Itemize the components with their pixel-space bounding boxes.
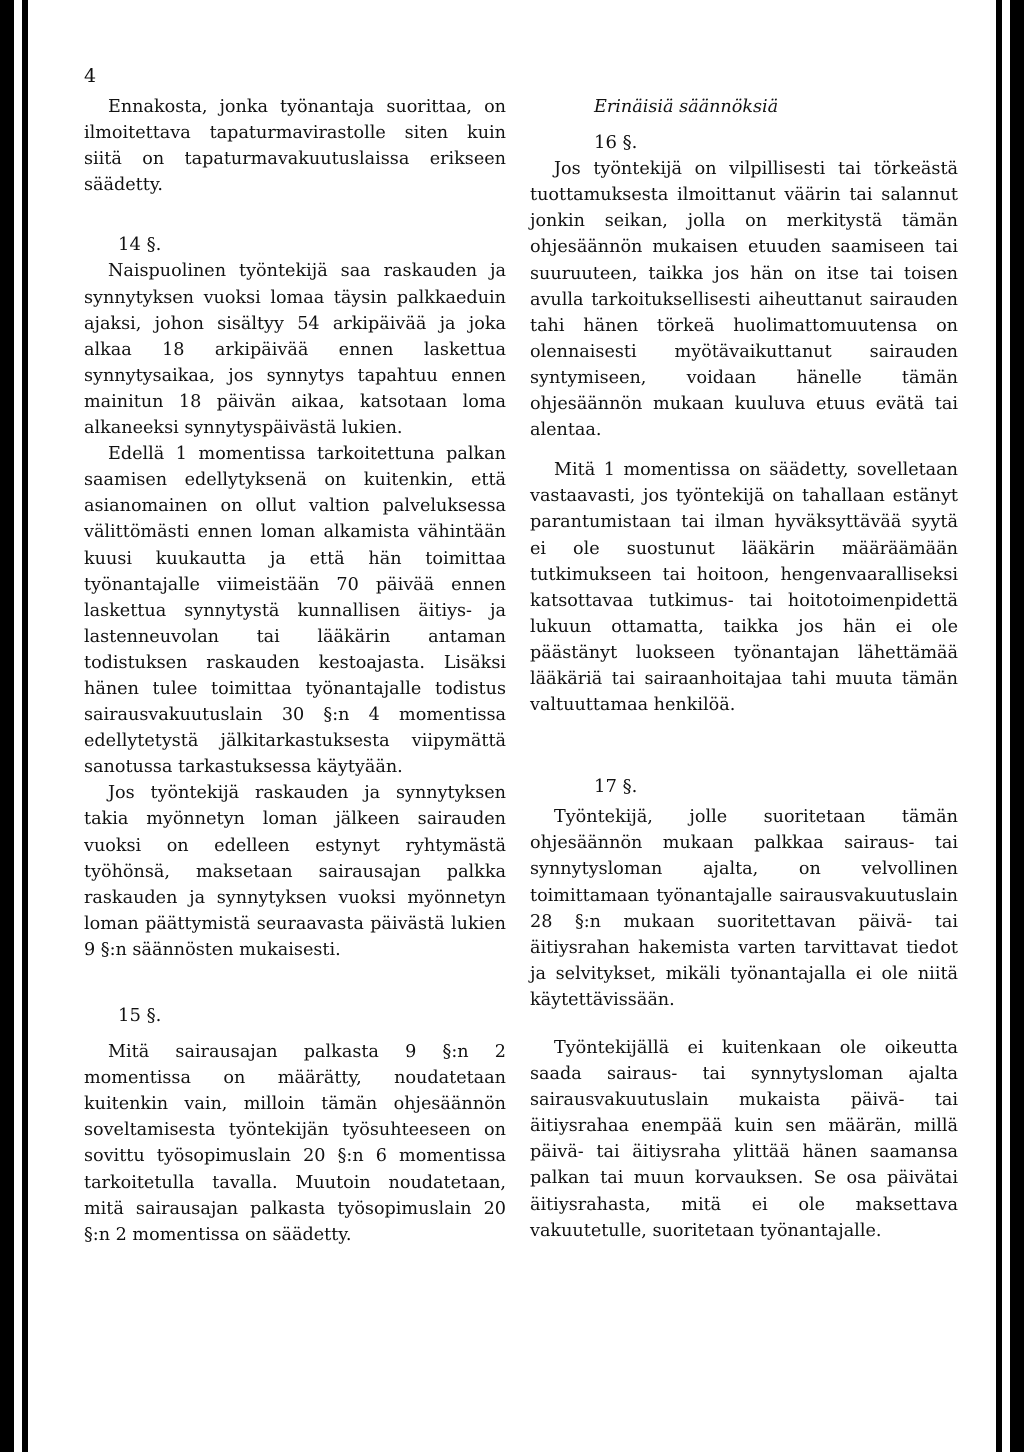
paragraph-17-1: Työntekijä, jolle suoritetaan tämän ohjesäännön mukaan palkkaa sairaus- tai synnytysloman ajalta, on velvollinen toimittamaan työnantajalle sairausvakuutuslain 28 §:n mukaan suoritettavan päivä- tai äitiysrahan hakemista varten tarvittavat tiedot ja selvitykset, mikäli työnantajalla ei ole niitä käytettävissään.	[530, 807, 958, 1010]
paragraph-14-2: Edellä 1 momentissa tarkoitettuna palkan saamisen edellytyksenä on kuitenkin, että asianomainen on ollut valtion palveluksessa välittömästi ennen loman alkamista vähintään kuusi kuukautta ja että hän toimittaa työnantajalle viimeistään 70 päivää ennen laskettua synnytystä kunnallisen äitiys- ja lastenneuvolan tai lääkärin antaman todistuksen raskauden kestoajasta. Lisäksi hänen tulee toimittaa työnantajalle todistus sairausvakuutuslain 30 §:n 4 momentissa edellytetystä jälkitarkastuksesta viipymättä sanotussa tarkastuksessa käytyään.	[84, 444, 506, 778]
scan-border-left	[0, 0, 14, 1452]
paragraph-16-2: Mitä 1 momentissa on säädetty, sovelletaan vastaavasti, jos työntekijä on tahallaan estänyt parantumistaan tai ilman hyväksyttävää syytä ei ole suostunut lääkärin määräämään tutkimukseen tai hoitoon, hengenvaaralliseksi katsottavaa tutkimus- tai hoitotoimenpidettä lukuun ottamatta, taikka jos hän ei ole päästänyt luokseen työnantajan lähettämää lääkäriä tai sairaanhoitajaa tahi muuta tämän valtuuttamaa henkilöä.	[530, 460, 958, 716]
paragraph-14-1: Naispuolinen työntekijä saa raskauden ja synnytyksen vuoksi lomaa täysin palkkaeduin ajaksi, johon sisältyy 54 arkipäivää ja joka alkaa 18 arkipäivää ennen laskettua synnytysaikaa, jos synnytys tapahtuu ennen mainitun 18 päivän aikaa, katsotaan loma alkaneeksi synnytyspäivästä lukien.	[84, 261, 506, 439]
paragraph-14-3: Jos työntekijä raskauden ja synnytyksen takia myönnetyn loman jälkeen sairauden vuoksi on edelleen estynyt ryhtymästä työhönsä, maksetaan sairausajan palkka raskauden ja synnytyksen vuoksi myönnetyn loman päättymistä seuraavasta päivästä lukien 9 §:n säännösten mukaisesti.	[84, 783, 506, 960]
scan-border-left-inner	[22, 0, 28, 1452]
paragraph-intro: Ennakosta, jonka työnantaja suorittaa, on ilmoitettava tapaturmavirastolle siten kuin siitä on tapaturmavakuutuslaissa erikseen säädetty.	[84, 97, 506, 196]
section-subheading: Erinäisiä säännöksiä	[594, 97, 779, 117]
right-column	[530, 94, 958, 1244]
paragraph-16-1: Jos työntekijä on vilpillisesti tai törkeästä tuottamuksesta ilmoittanut väärin tai salannut jonkin seikan, jolla on merkitystä tämän ohjesäännön mukaisen etuuden saamiseen tai suuruuteen, taikka jos hän on itse tai toisen avulla tarkoituksellisesti aiheuttanut sairauden tahi hänen törkeä huolimattomuutensa on olennaisesti myötävaikuttanut sairauden syntymiseen, voidaan hänelle tämän ohjesäännön mukaan kuuluva etuus evätä tai alentaa.	[530, 159, 958, 441]
left-column	[84, 94, 506, 1248]
scan-border-right	[1010, 0, 1024, 1452]
scan-border-right-inner	[996, 0, 1002, 1452]
paragraph-17-2: Työntekijällä ei kuitenkaan ole oikeutta saada sairaus- tai synnytysloman ajalta sairausvakuutuslain mukaista päivä- tai äitiysrahaa enempää kuin sen määrän, millä päivä- tai äitiysraha ylittää hänen saamansa palkan tai muun korvauksen. Se osa päivätai äitiysrahasta, mitä ei ole maksettava vakuutetulle, suoritetaan työnantajalle.	[530, 1038, 958, 1241]
section-heading-14: 14 §.	[118, 234, 162, 256]
section-heading-15: 15 §.	[118, 1005, 162, 1026]
page-number: 4	[84, 65, 97, 87]
section-heading-16: 16 §.	[594, 132, 638, 154]
paragraph-15-1: Mitä sairausajan palkasta 9 §:n 2 momentissa on määrätty, noudatetaan kuitenkin vain, milloin tämän ohjesäännön soveltamisesta työntekijän työsuhteeseen on sovittu työsopimuslain 20 §:n 6 momentissa tarkoitetulla tavalla. Muutoin noudatetaan, mitä sairausajan palkasta työsopimuslain 20 §:n 2 momentissa on säädetty.	[84, 1042, 506, 1245]
section-heading-17: 17 §.	[594, 776, 638, 798]
